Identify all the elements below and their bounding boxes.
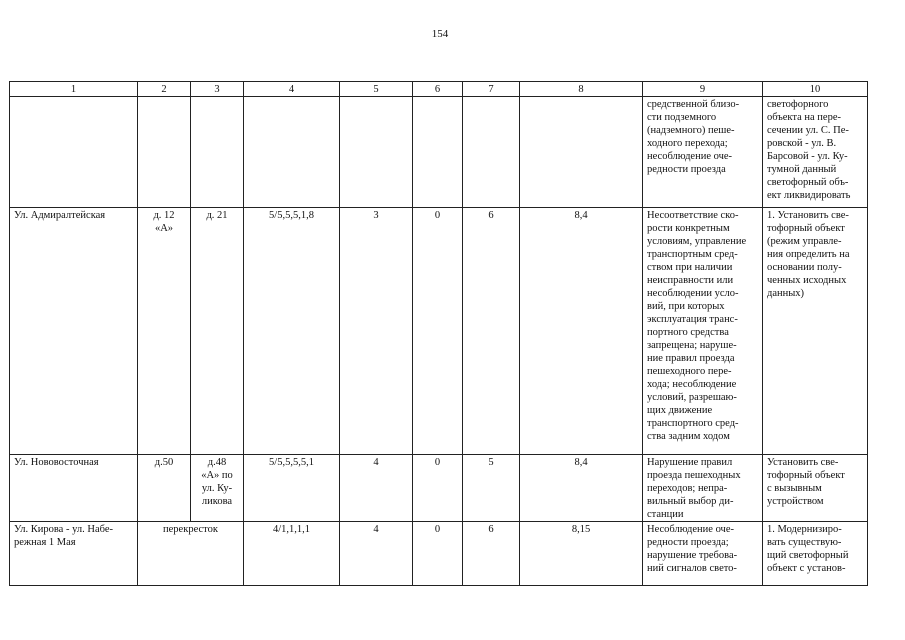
cell-location-type: перекресток [138,522,244,586]
cell-col6: 0 [413,522,463,586]
cell-causes: Нарушение правил проезда пешеходных переходов; непра- вильный выбор ди- станции [643,455,763,522]
cell-street: Ул. Кирова - ул. Набе- режная 1 Мая [10,522,138,586]
cell-measures: 1. Модернизиро- вать существую- щий светофорный объект с установ- [763,522,868,586]
cell-causes: Несоответствие ско- рости конкретным условиям, управление транспортным сред- ством при наличии неисправности или несоблюдении усло- вий, при которых эксплуатация транс- портного средства запрещена; наруше- ние правил проезда пешеходного пере- хода; несоблюдение условий, разрешаю- щих движение транспортного сред- ства задним ходом [643,208,763,455]
cell-score: 5/5,5,5,5,1 [244,455,340,522]
table-row [10,208,868,455]
cell-from [138,97,191,208]
cell-to [191,97,244,208]
column-header: 7 [463,82,520,97]
cell-col5: 3 [340,208,413,455]
cell-causes: средственной близо- сти подземного (надземного) пеше- ходного перехода; несоблюдение оче- редности проезда [643,97,763,208]
table-row [10,522,868,586]
cell-to: д. 21 [191,208,244,455]
cell-score: 4/1,1,1,1 [244,522,340,586]
cell-col5: 4 [340,522,413,586]
column-header: 6 [413,82,463,97]
cell-score [244,97,340,208]
column-header: 2 [138,82,191,97]
cell-street [10,97,138,208]
cell-col8 [520,97,643,208]
column-header: 9 [643,82,763,97]
table-row [10,455,868,522]
cell-col7: 6 [463,208,520,455]
column-header: 3 [191,82,244,97]
cell-col8: 8,4 [520,455,643,522]
cell-from: д. 12 «А» [138,208,191,455]
column-header: 8 [520,82,643,97]
traffic-table [9,81,868,586]
column-header: 1 [10,82,138,97]
cell-from: д.50 [138,455,191,522]
cell-col6: 0 [413,455,463,522]
column-header: 10 [763,82,868,97]
cell-col5: 4 [340,455,413,522]
cell-col8: 8,4 [520,208,643,455]
column-header: 5 [340,82,413,97]
table-row [10,97,868,208]
cell-col5 [340,97,413,208]
cell-measures: светофорного объекта на пере- сечении ул. С. Пе- ровской - ул. В. Барсовой - ул. Ку- тумной данный светофорный объ- ект ликвидировать [763,97,868,208]
cell-col7: 6 [463,522,520,586]
cell-measures: 1. Установить све- тофорный объект (режим управле- ния определить на основании полу- ченных исходных данных) [763,208,868,455]
header-row [10,82,868,97]
cell-col7: 5 [463,455,520,522]
cell-to: д.48 «А» по ул. Ку- ликова [191,455,244,522]
column-header: 4 [244,82,340,97]
cell-measures: Установить све- тофорный объект с вызывным устройством [763,455,868,522]
cell-score: 5/5,5,5,1,8 [244,208,340,455]
cell-causes: Несоблюдение оче- редности проезда; нарушение требова- ний сигналов свето- [643,522,763,586]
cell-col6 [413,97,463,208]
page-number: 154 [431,28,449,40]
cell-street: Ул. Нововосточная [10,455,138,522]
cell-col8: 8,15 [520,522,643,586]
cell-col6: 0 [413,208,463,455]
cell-street: Ул. Адмиралтейская [10,208,138,455]
cell-col7 [463,97,520,208]
